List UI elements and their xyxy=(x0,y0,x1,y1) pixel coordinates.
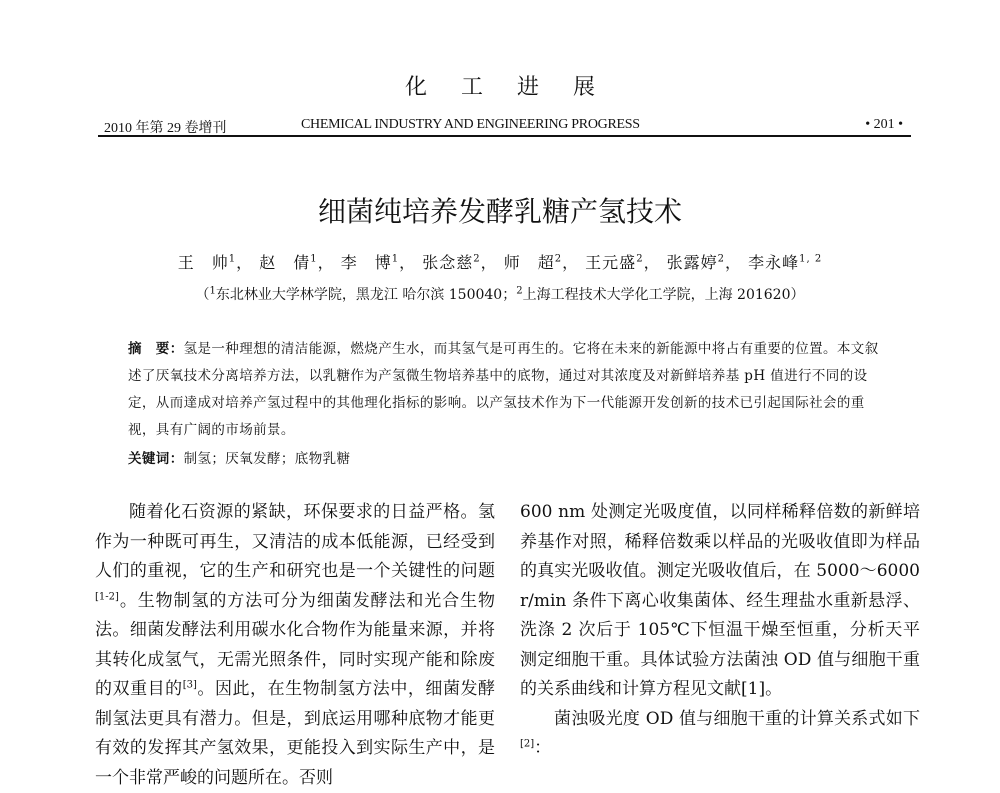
paper-title: 细菌纯培养发酵乳糖产氢技术 xyxy=(317,195,682,228)
header-rule xyxy=(98,135,911,137)
body-text: 。生物制氢的方法可分为细菌发酵法和光合生物法。细菌发酵法利用碳水化合物作为能量来源，并将其转化成氢气，无需光照条件，同时实现产能和除废的双重目的 xyxy=(95,590,495,699)
body-column-left xyxy=(95,498,495,793)
citation: [2] xyxy=(520,738,535,750)
author-name: 李 博 xyxy=(340,253,392,272)
journal-name: 化工进展 xyxy=(404,75,629,100)
keywords-text: 制氢；厌氧发酵；底物乳糖 xyxy=(183,451,351,467)
author-list: 王 帅$^1$， 赵 倩$^1$， 李 博$^1$， 张念慈$^2$， 师 超$^2$， 王元盛$^2$， 张露婷$^2$， 李永峰$^{1, 2}$ xyxy=(177,253,823,272)
keywords xyxy=(128,447,888,467)
affiliation-1: 东北林业大学林学院，黑龙江 哈尔滨 150040； xyxy=(215,287,517,303)
keywords-label: 关键词： xyxy=(128,451,184,467)
author-affil-mark: 2 xyxy=(473,253,481,265)
affil-open-paren: （ xyxy=(195,287,210,303)
affiliations xyxy=(0,284,1000,304)
body-text: 菌浊吸光度 OD 值与细胞干重的计算关系式如下 xyxy=(554,708,920,729)
affil-mark: 2 xyxy=(516,285,523,297)
author-affil-mark: 1, 2 xyxy=(799,253,823,265)
author-name: 李永峰 xyxy=(748,253,800,272)
author-affil-mark: 2 xyxy=(554,253,563,265)
citation: [1-2] xyxy=(95,590,119,602)
abstract-label: 摘 要： xyxy=(128,341,184,357)
body-text: ： xyxy=(534,738,552,758)
body-paragraph: 600 nm 处测定光吸度值，以同样稀释倍数的新鲜培养基作对照，稀释倍数乘以样品的光吸收值即为样品的真实光吸收值。测定光吸收值后，在 5000～6000 r/min 条件下离心收集菌体、经生理盐水重新悬浮、洗涤 2 次后于 105℃下恒温干燥至恒重，分析天平测定细胞干重。具体试验方法菌浊 OD 值与细胞干重的关系曲线和计算方程见文献[1]。 xyxy=(520,502,920,699)
abstract-text: 氢是一种理想的清洁能源，燃烧产生水，而其氢气是可再生的。它将在未来的新能源中将占有重要的位置。本文叙述了厌氧技术分离培养方法，以乳糖作为产氢微生物培养基中的底物，通过对其浓度及对新鲜培养基 pH 值进行不同的设定，从而達成对培养产氢过程中的其他理化指标的影响。以产氢技术作为下一代能源开发创新的技术已引起国际社会的重视，具有广阔的市场前景。 xyxy=(128,341,879,438)
citation: [3] xyxy=(182,679,197,691)
author-affil-mark: 1 xyxy=(228,253,237,265)
running-header xyxy=(98,111,911,135)
year-issue: 2010 年第 29 卷增刊 xyxy=(104,121,227,136)
body-paragraph xyxy=(95,498,495,793)
author-affil-mark: 1 xyxy=(310,253,318,265)
author-name: 张露婷 xyxy=(666,253,718,272)
body-text: 随着化石资源的紧缺，环保要求的日益严格。氢作为一种既可再生，又清洁的成本低能源，已经受到人们的重视，它的生产和研究也是一个关键性的问题 xyxy=(95,502,495,581)
author-name: 王元盛 xyxy=(585,253,637,272)
abstract xyxy=(128,336,888,444)
affil-mark: 1 xyxy=(209,285,216,297)
affiliation-2: 上海工程技术大学化工学院，上海 201620） xyxy=(522,287,805,303)
author-name: 王 帅 xyxy=(177,253,229,272)
author-affil-mark: 2 xyxy=(636,253,644,265)
body-column-right xyxy=(520,498,920,764)
author-affil-mark: 2 xyxy=(717,253,726,265)
body-paragraph xyxy=(520,705,920,764)
body-text: 。因此，在生物制氢方法中，细菌发酵制氢法更具有潜力。但是，到底运用哪种底物才能更有效的发挥其产氢效果，更能投入到实际生产中，是一个非常严峻的问题所在。否则 xyxy=(95,679,496,788)
journal-name-english: CHEMICAL INDUSTRY AND ENGINEERING PROGRESS xyxy=(301,117,640,132)
author-name: 师 超 xyxy=(503,253,555,272)
page-number: • 201 • xyxy=(865,117,903,132)
author-name: 张念慈 xyxy=(422,253,474,272)
author-name: 赵 倩 xyxy=(259,253,311,272)
author-affil-mark: 1 xyxy=(391,253,400,265)
